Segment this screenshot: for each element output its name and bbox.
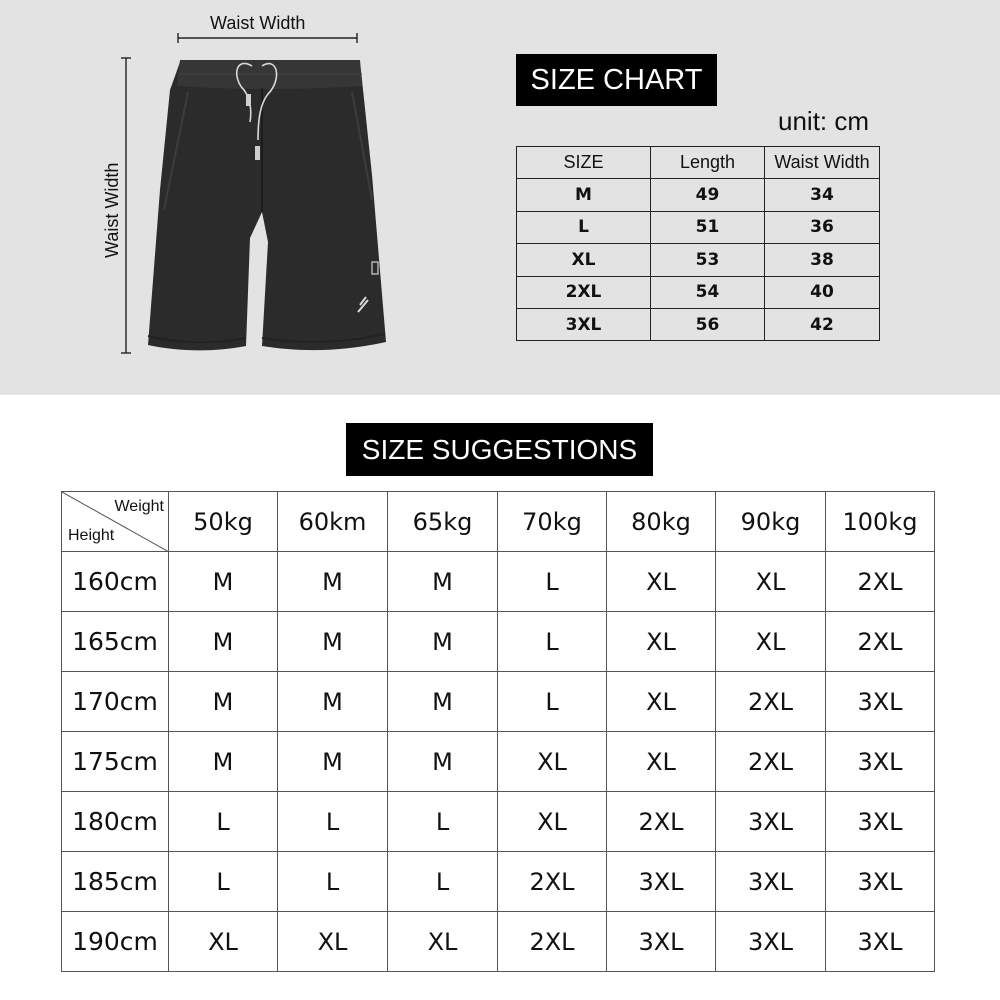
size-cell: L (278, 852, 388, 912)
size-cell: L (278, 792, 388, 852)
unit-label: unit: cm (778, 106, 870, 136)
suggestions-body (62, 552, 935, 972)
size-cell: 3XL (826, 852, 935, 912)
shorts-illustration (0, 0, 480, 395)
table-row (517, 179, 880, 211)
height-cell: 160cm (62, 552, 169, 612)
size-cell: 2XL (826, 612, 935, 672)
table-row (62, 792, 935, 852)
size-cell: 3XL (607, 912, 716, 972)
size-cell: M (388, 612, 498, 672)
size-cell: XL (278, 912, 388, 972)
header-waist-width: Waist Width (765, 147, 880, 179)
size-cell: M (278, 552, 388, 612)
size-cell: 3XL (826, 792, 935, 852)
size-cell: XL (498, 792, 607, 852)
weight-header: 100kg (826, 492, 935, 552)
size-cell: M (169, 672, 278, 732)
height-cell: 165cm (62, 612, 169, 672)
size-cell: XL (607, 732, 716, 792)
length-label: Waist Width (102, 162, 122, 258)
size-chart-table (516, 146, 880, 341)
weight-header: 90kg (716, 492, 826, 552)
cell-waist: 38 (765, 244, 880, 276)
waist-width-label: Waist Width (210, 13, 306, 33)
size-cell: 3XL (826, 912, 935, 972)
weight-header: 50kg (169, 492, 278, 552)
size-cell: 2XL (716, 672, 826, 732)
table-row (517, 308, 880, 340)
weight-header: 60km (278, 492, 388, 552)
size-cell: 3XL (607, 852, 716, 912)
size-cell: 2XL (716, 732, 826, 792)
size-cell: L (388, 792, 498, 852)
size-cell: 3XL (716, 912, 826, 972)
corner-cell (62, 492, 169, 552)
waist-dimension-line (178, 33, 357, 43)
shorts-body (148, 62, 386, 350)
size-cell: M (169, 612, 278, 672)
size-cell: 3XL (826, 732, 935, 792)
cell-size: 2XL (517, 276, 651, 308)
size-chart-header-row (517, 147, 880, 179)
cell-waist: 42 (765, 308, 880, 340)
size-cell: XL (388, 912, 498, 972)
height-cell: 170cm (62, 672, 169, 732)
size-cell: XL (716, 612, 826, 672)
size-suggestions-table (61, 491, 935, 972)
size-cell: XL (716, 552, 826, 612)
size-cell: XL (607, 672, 716, 732)
size-cell: M (278, 612, 388, 672)
height-cell: 180cm (62, 792, 169, 852)
cell-length: 54 (651, 276, 765, 308)
size-cell: M (278, 672, 388, 732)
table-row (62, 552, 935, 612)
size-cell: L (498, 612, 607, 672)
size-cell: M (169, 552, 278, 612)
height-axis-label: Height (68, 527, 115, 544)
size-cell: 2XL (826, 552, 935, 612)
cell-size: M (517, 179, 651, 211)
cell-length: 53 (651, 244, 765, 276)
height-cell: 190cm (62, 912, 169, 972)
weight-header: 65kg (388, 492, 498, 552)
size-cell: L (498, 672, 607, 732)
size-cell: 2XL (498, 912, 607, 972)
table-row (62, 612, 935, 672)
size-cell: L (169, 852, 278, 912)
cell-size: XL (517, 244, 651, 276)
size-cell: XL (607, 552, 716, 612)
cell-size: 3XL (517, 308, 651, 340)
header-size: SIZE (517, 147, 651, 179)
table-row (62, 732, 935, 792)
size-chart-title: SIZE CHART (516, 54, 717, 106)
weight-header: 80kg (607, 492, 716, 552)
size-cell: XL (607, 612, 716, 672)
size-cell: M (169, 732, 278, 792)
size-cell: 3XL (716, 852, 826, 912)
size-cell: L (388, 852, 498, 912)
cell-waist: 36 (765, 211, 880, 243)
cell-length: 56 (651, 308, 765, 340)
header-length: Length (651, 147, 765, 179)
table-row (517, 244, 880, 276)
cell-length: 49 (651, 179, 765, 211)
cell-waist: 34 (765, 179, 880, 211)
size-cell: 3XL (716, 792, 826, 852)
size-cell: XL (169, 912, 278, 972)
size-cell: M (388, 732, 498, 792)
table-row (62, 852, 935, 912)
size-cell: 2XL (498, 852, 607, 912)
weight-header-row (62, 492, 935, 552)
cell-size: L (517, 211, 651, 243)
table-row (62, 912, 935, 972)
table-row (62, 672, 935, 732)
size-suggestions-title: SIZE SUGGESTIONS (346, 423, 653, 476)
cell-length: 51 (651, 211, 765, 243)
size-cell: M (278, 732, 388, 792)
size-cell: M (388, 672, 498, 732)
size-cell: XL (498, 732, 607, 792)
table-row (517, 276, 880, 308)
size-cell: L (498, 552, 607, 612)
size-cell: 3XL (826, 672, 935, 732)
size-cell: M (388, 552, 498, 612)
size-cell: 2XL (607, 792, 716, 852)
size-cell: L (169, 792, 278, 852)
height-cell: 175cm (62, 732, 169, 792)
table-row (517, 211, 880, 243)
cell-waist: 40 (765, 276, 880, 308)
weight-header: 70kg (498, 492, 607, 552)
weight-axis-label: Weight (114, 498, 164, 515)
height-cell: 185cm (62, 852, 169, 912)
